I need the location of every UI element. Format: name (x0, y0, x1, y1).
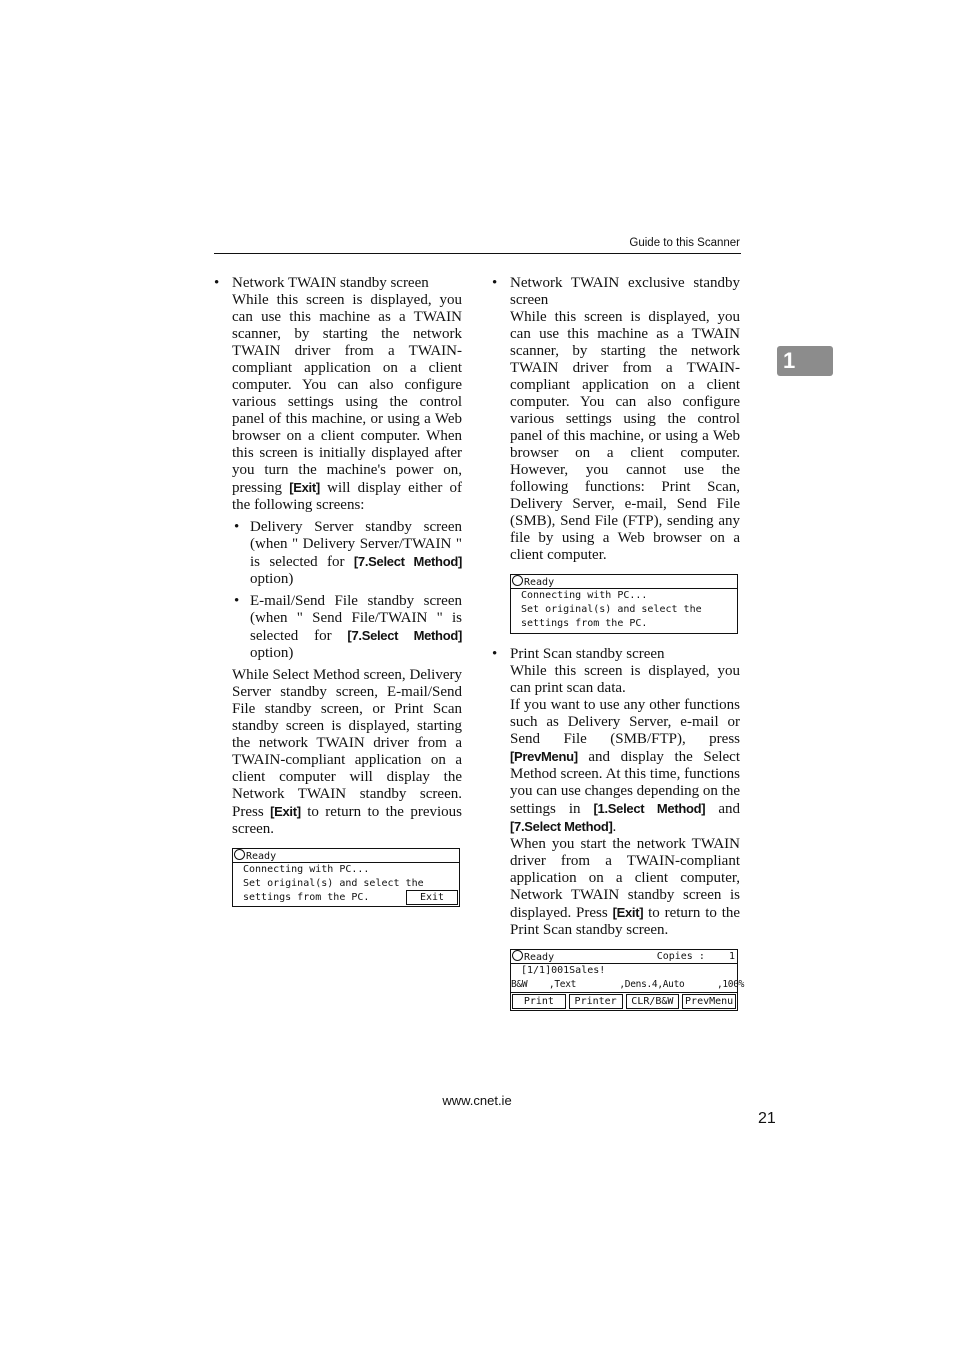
status-bar (511, 950, 737, 964)
status-text: Ready (246, 851, 277, 862)
header-rule (214, 253, 741, 254)
key-7-select-method: [7.Select Method] (510, 819, 613, 834)
panel-line: [1/1]001Sales! (521, 965, 606, 976)
text: option) (250, 645, 294, 661)
bullet-title: Network TWAIN standby screen (232, 275, 429, 291)
footer-url: www.cnet.ie (442, 1093, 512, 1108)
key-exit: [Exit] (612, 905, 644, 920)
panel-line: Connecting with PC... (243, 864, 370, 875)
bullet-print-scan-standby (492, 646, 740, 939)
text: option) (250, 571, 294, 587)
panel-settings-line: B&W ,Text ,Dens.4,Auto ,100% (511, 979, 745, 990)
lcd-panel-exclusive (510, 574, 738, 634)
text: Delivery Server standby screen (when " Delivery Server/TWAIN " is selected for (250, 519, 462, 570)
printer-button[interactable]: Printer (569, 994, 623, 1009)
body-paragraph (510, 836, 740, 939)
lcd-panel-network-twain (232, 848, 460, 907)
chapter-tab: 1 (777, 346, 833, 376)
copies-label: Copies : (656, 951, 705, 962)
key-1-select-method: [1.Select Method] (593, 801, 706, 816)
text: will display either of the following screens: (232, 480, 463, 513)
text: If you want to use any other functions such as Delivery Server, e-mail or Send File (SMB/FTP), press (510, 697, 740, 747)
text: and display the Select Method screen. At this time, functions you can use changes depending on the settings in (510, 749, 740, 817)
text: E-mail/Send File standby screen (when " Send File/TWAIN " is selected for (250, 593, 462, 644)
status-circle-icon (512, 950, 523, 961)
key-exit: [Exit] (289, 480, 320, 495)
bullet-icon: • (492, 275, 498, 291)
panel-button-row (511, 992, 737, 1010)
text: to return to the previous screen. (232, 804, 463, 837)
exit-button[interactable]: Exit (406, 890, 458, 905)
left-column (214, 275, 462, 907)
panel-line-row (233, 891, 459, 906)
text: and (718, 801, 741, 817)
panel-line: settings from the PC. (243, 892, 370, 903)
copies-indicator (657, 950, 735, 963)
print-button[interactable]: Print (512, 994, 566, 1009)
text: . (612, 819, 617, 835)
text: While Select Method screen, Delivery Server standby screen, E-mail/Send File standby screen, or Print Scan standby screen is displayed, starting the network TWAIN driver from a TWAIN-compliant application on a client computer will display the Network TWAIN standby screen. Press (232, 667, 462, 820)
body-paragraph (232, 292, 462, 514)
right-column (492, 275, 745, 1011)
key-prevmenu: [PrevMenu] (510, 749, 578, 764)
text: to return to the Print Scan standby screen. (510, 905, 741, 938)
bullet-network-twain-exclusive (492, 275, 740, 564)
status-bar (233, 849, 459, 863)
sub-bullet-delivery-server (232, 519, 462, 588)
bullet-network-twain-standby (214, 275, 462, 838)
header-title: Guide to this Scanner (629, 237, 740, 249)
body-paragraph: While this screen is displayed, you can print scan data. (510, 663, 740, 696)
body-paragraph: While this screen is displayed, you can use this machine as a TWAIN scanner, by starting the network TWAIN driver from a TWAIN-compliant application on a client computer. You can also configure various settings using the control panel of this machine, or using a Web browser on a client computer. However, you cannot use the following functions: Print Scan, Delivery Server, e-mail, Send File (SMB), Send File (FTP), sending any file by using a Web browser on a client computer. (510, 309, 740, 563)
panel-line: Set original(s) and select the (521, 604, 702, 615)
bullet-icon: • (492, 646, 498, 662)
status-circle-icon (234, 849, 245, 860)
key-select-method: [7.Select Method] (347, 628, 463, 643)
status-text: Ready (524, 952, 555, 963)
page-number: 21 (758, 1110, 776, 1127)
panel-line: Set original(s) and select the (243, 878, 424, 889)
key-exit: [Exit] (270, 804, 301, 819)
bullet-icon: • (234, 519, 240, 535)
copies-value: 1 (728, 951, 735, 962)
bullet-icon: • (214, 275, 220, 291)
bullet-title: Network TWAIN exclusive standby screen (510, 275, 740, 308)
body-paragraph (232, 667, 462, 838)
bullet-icon: • (234, 593, 240, 609)
clr-bw-button[interactable]: CLR/B&W (626, 994, 680, 1009)
status-bar (511, 575, 737, 589)
key-select-method: [7.Select Method] (353, 554, 463, 569)
bullet-title: Print Scan standby screen (510, 646, 665, 662)
sub-bullet-email-send-file (232, 593, 462, 662)
lcd-panel-print-scan (510, 949, 745, 1011)
text: While this screen is displayed, you can use this machine as a TWAIN scanner, by starting the network TWAIN driver from a TWAIN-compliant application on a client computer. You can also configure various settings using the control panel of this machine, or using a Web browser on a client computer. When this screen is initially displayed after you turn the machine's power on, pressing (232, 292, 462, 496)
status-circle-icon (512, 575, 523, 586)
panel-line: Connecting with PC... (521, 590, 648, 601)
prevmenu-button[interactable]: PrevMenu (682, 994, 736, 1009)
text: When you start the network TWAIN driver from a TWAIN-compliant application on a client computer, Network TWAIN standby screen is displayed. Press (510, 836, 740, 921)
body-paragraph (510, 697, 740, 836)
panel-line: settings from the PC. (521, 618, 648, 629)
status-text: Ready (524, 577, 555, 588)
